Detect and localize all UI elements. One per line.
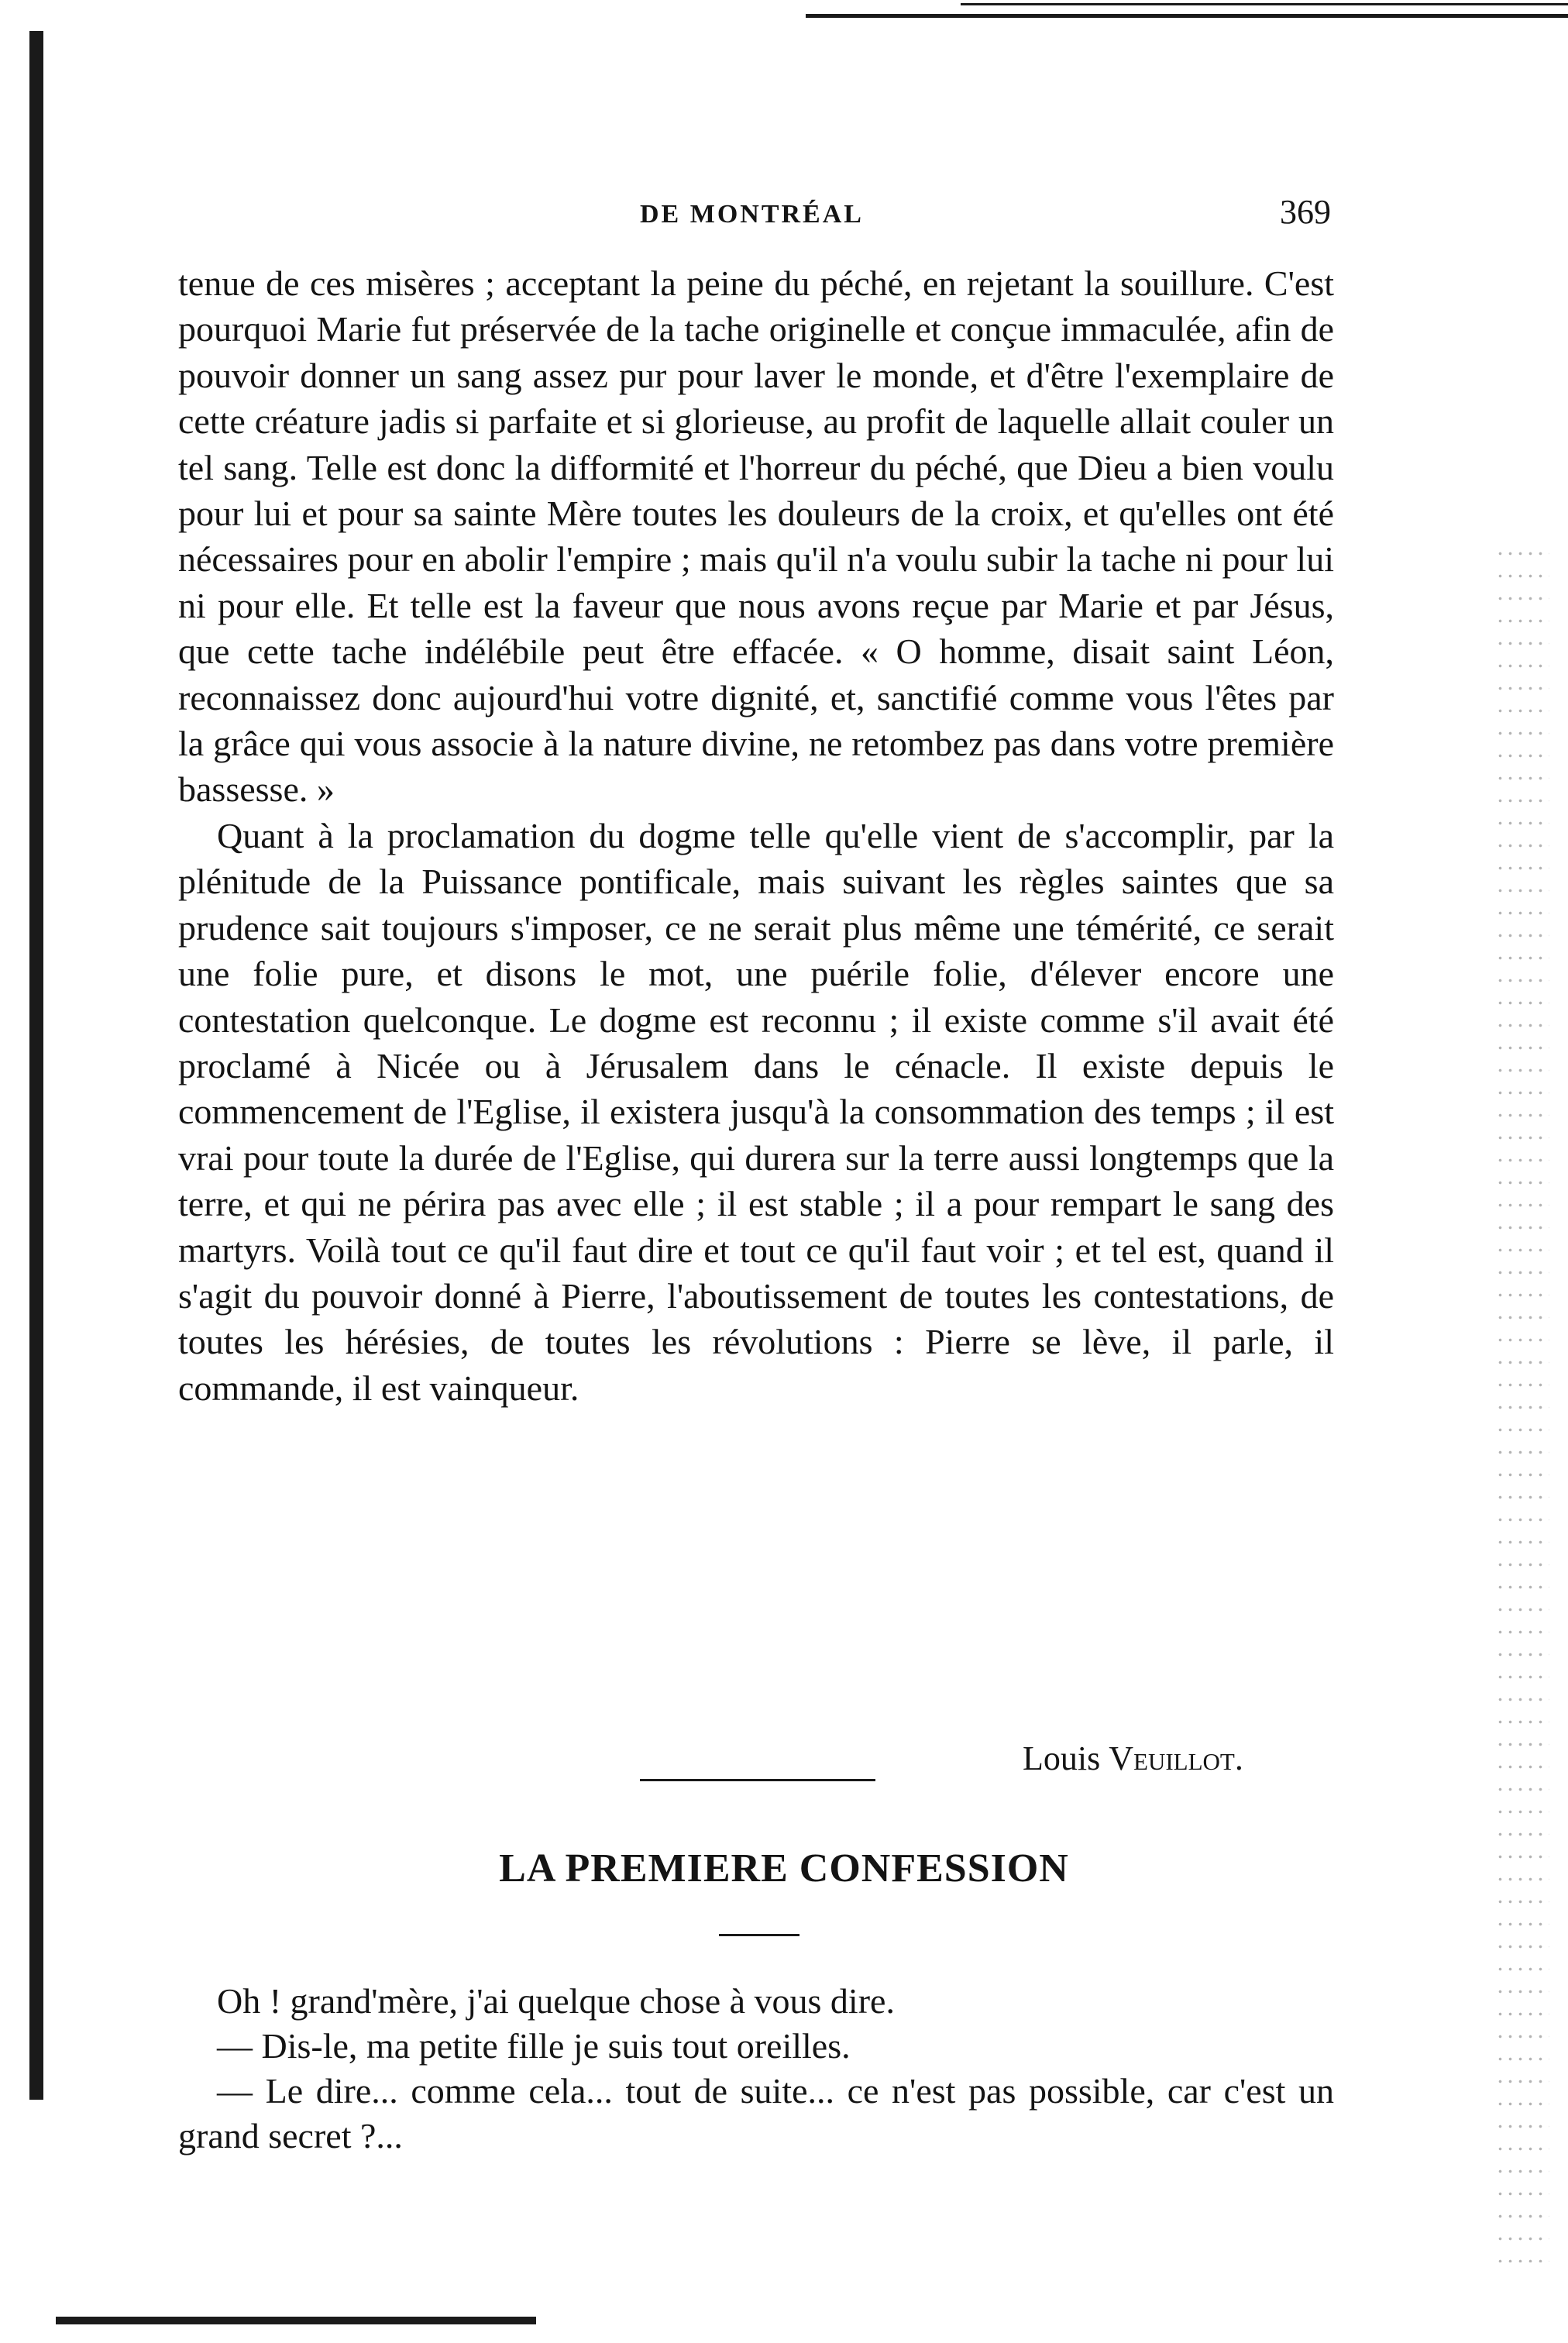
section-title-part-2: PREMIERE CONFESSION	[565, 1846, 1069, 1891]
section-divider-rule	[640, 1779, 875, 1781]
scan-top-rule	[806, 14, 1568, 18]
page-header	[177, 192, 1331, 239]
title-underline-rule	[719, 1934, 799, 1936]
section-title	[0, 1846, 1568, 1891]
signature-first-name: Louis	[1023, 1739, 1101, 1777]
paragraph-2: Quant à la proclamation du dogme telle qu'elle vient de s'accomplir, par la plénitude de la Puissance pontificale, mais suivant les règles saintes que sa prudence sait toujours s'imposer, ce ne serait plus même une témérité, ce serait une folie pure, et disons le mot, une puérile folie, d'élever encore une contestation quelconque. Le dogme est reconnu ; il existe comme s'il avait été proclamé à Nicée ou à Jérusalem dans le cénacle. Il existe depuis le commencement de l'Eglise, il existera jusqu'à la consommation des temps ; il est vrai pour toute la durée de l'Eglise, qui durera sur la terre aussi longtemps que la terre, et qui ne périra pas avec elle ; il est stable ; il a pour rempart le sang des martyrs. Voilà tout ce qu'il faut dire et tout ce qu'il faut voir ; et tel est, quand il s'agit du pouvoir donné à Pierre, l'aboutissement de toutes les contestations, de toutes les hérésies, de toutes les révolutions : Pierre se lève, il parle, il commande, il est vainqueur.	[178, 815, 1334, 1408]
paragraph-1: tenue de ces misères ; acceptant la peine du péché, en rejetant la souillure. C'est pourquoi Marie fut préservée de la tache originelle et conçue immaculée, afin de pouvoir donner un sang assez pur pour laver le monde, et d'être l'exemplaire de cette créature jadis si parfaite et si glorieuse, au profit de laquelle allait couler un tel sang. Telle est donc la difformité et l'horreur du péché, que Dieu a bien voulu pour lui et pour sa sainte Mère toutes les douleurs de la croix, et qu'elles ont été nécessaires pour en abolir l'empire ; mais qu'il n'a voulu subir la tache ni pour lui ni pour elle. Et telle est la faveur que nous avons reçue par Marie et par Jésus, que cette tache indélébile peut être effacée. « O homme, disait saint Léon, reconnaissez donc aujourd'hui votre dignité, et, sanctifié comme vous l'êtes par la grâce qui vous associe à la nature divine, ne retombez pas dans votre première bassesse. »	[178, 263, 1334, 810]
dialog-line-3: — Le dire... comme cela... tout de suite... ce n'est pas possible, car c'est un grand secret ?...	[178, 2071, 1334, 2155]
dialog-text	[178, 1979, 1334, 2159]
dialog-line-2: — Dis-le, ma petite fille je suis tout oreilles.	[217, 2026, 851, 2066]
running-title: DE MONTRÉAL	[640, 200, 864, 229]
scan-left-binding-edge	[29, 31, 43, 2100]
author-signature	[1023, 1739, 1243, 1778]
scan-top-edge	[961, 3, 1568, 5]
scan-noise-right-margin	[1495, 542, 1549, 2262]
article-body	[178, 260, 1334, 1411]
signature-last-name: Veuillot.	[1109, 1739, 1243, 1777]
dialog-line-1: Oh ! grand'mère, j'ai quelque chose à vous dire.	[217, 1981, 895, 2021]
scan-bottom-edge	[56, 2317, 536, 2324]
page-number: 369	[1280, 193, 1331, 231]
section-title-part-1: LA	[499, 1846, 555, 1891]
